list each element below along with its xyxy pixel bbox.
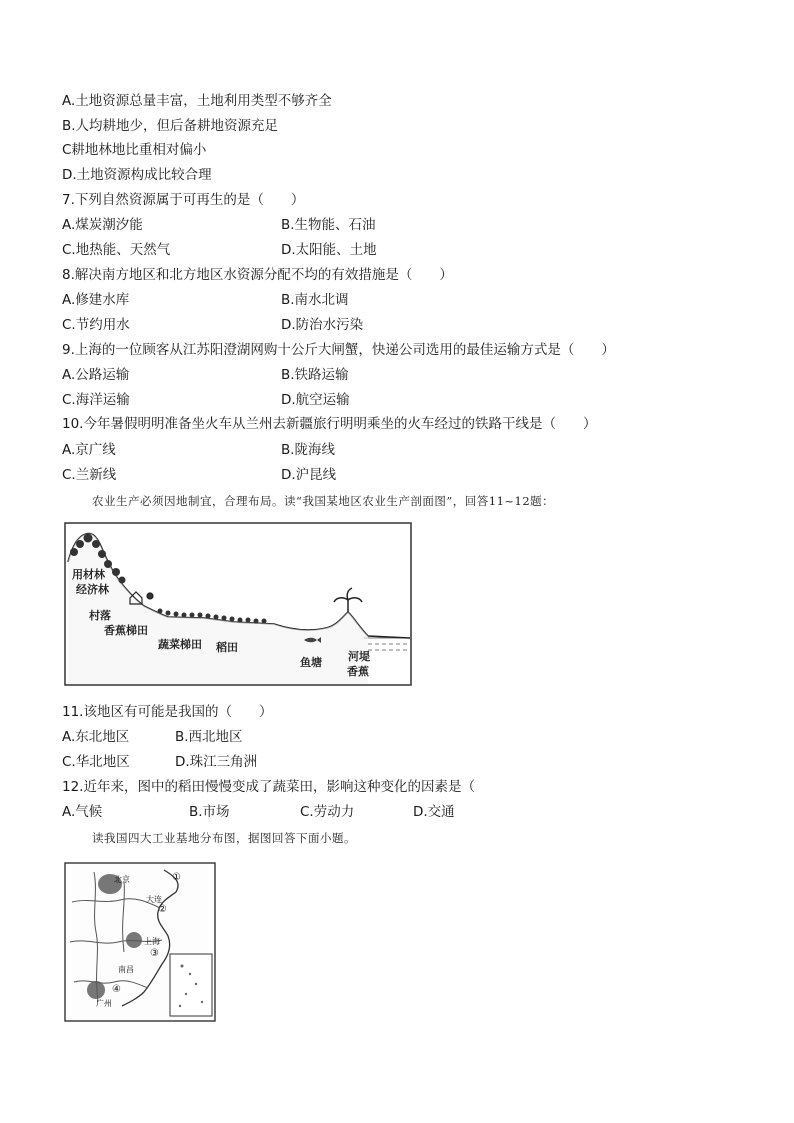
q9-option-c: C.海洋运输 <box>62 392 130 408</box>
q8-stem: 8.解决南方地区和北方地区水资源分配不均的有效措施是（ ） <box>62 267 453 283</box>
south-china-sea-inset <box>170 954 212 1016</box>
q9-option-b: B.铁路运输 <box>281 367 349 383</box>
label-vegetable-terrace: 蔬菜梯田 <box>158 638 202 651</box>
marker-4: ④ <box>112 984 121 995</box>
base-shanghai-region <box>126 932 142 948</box>
q11-option-b: B.西北地区 <box>175 729 243 745</box>
base-guangzhou-region <box>87 981 105 999</box>
city-dalian: 大连 <box>146 895 162 904</box>
marker-1: ① <box>172 872 181 883</box>
q10-stem: 10.今年暑假明明准备坐火车从兰州去新疆旅行明明乘坐的火车经过的铁路干线是（ ） <box>62 416 597 432</box>
q7-option-b: B.生物能、石油 <box>281 217 376 233</box>
marker-3: ③ <box>150 948 159 959</box>
city-guangzhou: 广州 <box>96 999 112 1008</box>
q11-option-d: D.珠江三角洲 <box>175 754 258 770</box>
q8-option-b: B.南水北调 <box>281 292 349 308</box>
q9-option-d: D.航空运输 <box>281 392 350 408</box>
label-banana: 香蕉 <box>347 665 369 678</box>
reading-note-industry: 读我国四大工业基地分布图，据图回答下面小题。 <box>92 831 356 845</box>
q7-option-a: A.煤炭潮汐能 <box>62 217 143 233</box>
agriculture-profile-figure <box>64 522 412 686</box>
q9-stem: 9.上海的一位顾客从江苏阳澄湖网购十公斤大闸蟹，快递公司选用的最佳运输方式是（ ） <box>62 342 615 358</box>
q7-option-c: C.地热能、天然气 <box>62 242 171 258</box>
q12-option-d: D.交通 <box>413 804 455 820</box>
label-economic-forest: 经济林 <box>76 583 109 596</box>
q6-option-a: A.土地资源总量丰富，土地利用类型不够齐全 <box>62 93 332 109</box>
q12-stem: 12.近年来，图中的稻田慢慢变成了蔬菜田，影响这种变化的因素是（ <box>62 779 475 795</box>
q8-option-a: A.修建水库 <box>62 292 130 308</box>
label-village: 村落 <box>89 609 111 622</box>
q7-option-d: D.太阳能、土地 <box>281 242 377 258</box>
q6-option-b: B.人均耕地少，但后备耕地资源充足 <box>62 118 279 134</box>
q12-option-c: C.劳动力 <box>300 804 355 820</box>
q11-stem: 11.该地区有可能是我国的（ ） <box>62 704 273 720</box>
city-shanghai: 上海 <box>144 937 160 946</box>
q7-stem: 7.下列自然资源属于可再生的是（ ） <box>62 192 305 208</box>
city-beijing: 北京 <box>114 875 130 884</box>
q6-option-d: D.土地资源构成比较合理 <box>62 167 212 183</box>
q10-option-b: B.陇海线 <box>281 442 336 458</box>
q11-option-c: C.华北地区 <box>62 754 130 770</box>
q10-option-d: D.沪昆线 <box>281 467 337 483</box>
label-timber-forest: 用材林 <box>72 568 105 581</box>
q10-option-a: A.京广线 <box>62 442 116 458</box>
q8-option-c: C.节约用水 <box>62 317 130 333</box>
q6-option-c: C耕地林地比重相对偏小 <box>62 142 207 158</box>
label-banana-terrace: 香蕉梯田 <box>104 624 148 637</box>
marker-2: ② <box>158 904 167 915</box>
label-rice-field: 稻田 <box>216 641 238 654</box>
industrial-bases-map <box>64 862 216 1022</box>
q9-option-a: A.公路运输 <box>62 367 130 383</box>
q12-option-b: B.市场 <box>189 804 230 820</box>
label-fishpond: 鱼塘 <box>300 656 322 669</box>
q12-option-a: A.气候 <box>62 804 103 820</box>
q10-option-c: C.兰新线 <box>62 467 117 483</box>
q8-option-d: D.防治水污染 <box>281 317 364 333</box>
city-nanchang: 南昌 <box>118 965 134 974</box>
q11-option-a: A.东北地区 <box>62 729 130 745</box>
reading-note-agriculture: 农业生产必须因地制宜，合理布局。读“我国某地区农业生产剖面图”，回答11~12题： <box>92 494 555 508</box>
label-dike: 河堤 <box>348 650 370 663</box>
